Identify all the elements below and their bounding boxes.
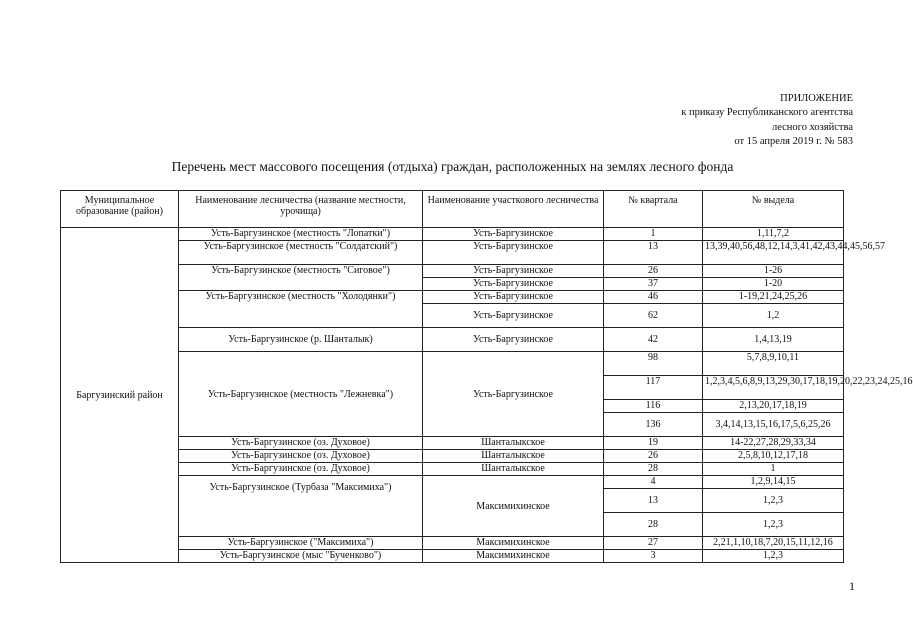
quarter-cell: 26 <box>604 450 703 463</box>
forestry-cell: Усть-Баргузинское (оз. Духовое) <box>179 463 423 476</box>
table-row <box>61 450 844 463</box>
subforestry-cell: Максимихинское <box>423 476 604 537</box>
forestry-cell: Усть-Баргузинское (местность "Солдатский") <box>179 241 423 265</box>
subforestry-cell: Шанталыкское <box>423 437 604 450</box>
plot-cell: 13,39,40,56,48,12,14,3,41,42,43,44,45,56,57 <box>703 241 844 265</box>
forestry-cell: Усть-Баргузинское (местность "Сиговое") <box>179 265 423 291</box>
subforestry-cell: Усть-Баргузинское <box>423 278 604 291</box>
order-date-line: от 15 апреля 2019 г. № 583 <box>734 136 853 148</box>
table-row <box>61 463 844 476</box>
subforestry-cell: Усть-Баргузинское <box>423 352 604 437</box>
table-header-row <box>61 191 844 228</box>
plot-cell: 1,11,7,2 <box>703 228 844 241</box>
quarter-cell: 98 <box>604 352 703 376</box>
quarter-cell: 13 <box>604 489 703 513</box>
sites-table <box>60 190 913 563</box>
order-ref-line: к приказу Республиканского агентства <box>681 107 853 119</box>
table-row <box>61 265 844 278</box>
forestry-cell: Усть-Баргузинское (Турбаза "Максимиха") <box>179 476 423 537</box>
plot-cell: 2,13,20,17,18,19 <box>703 400 844 413</box>
plot-cell: 1,2,3 <box>703 513 844 537</box>
subforestry-cell: Усть-Баргузинское <box>423 228 604 241</box>
table-row <box>61 228 844 241</box>
plot-cell: 1,2,9,14,15 <box>703 476 844 489</box>
table-row <box>61 291 844 304</box>
plot-cell: 1,2,3 <box>703 489 844 513</box>
forestry-cell: Усть-Баргузинское ("Максимиха") <box>179 537 423 550</box>
page-number: 1 <box>849 579 855 593</box>
forestry-cell: Усть-Баргузинское (оз. Духовое) <box>179 437 423 450</box>
plot-cell: 1 <box>703 463 844 476</box>
subforestry-cell: Усть-Баргузинское <box>423 291 604 304</box>
table-row <box>61 437 844 450</box>
plot-cell: 1-26 <box>703 265 844 278</box>
table-row <box>61 352 844 376</box>
quarter-cell: 3 <box>604 550 703 563</box>
plot-cell: 1,4,13,19 <box>703 328 844 352</box>
col-header-subforestry: Наименование участкового лесничества <box>423 191 604 228</box>
plot-cell: 1,2 <box>703 304 844 328</box>
quarter-cell: 28 <box>604 513 703 537</box>
col-header-plot: № выдела <box>703 191 844 228</box>
table-row <box>61 476 844 489</box>
appendix-label: ПРИЛОЖЕНИЕ <box>780 93 853 104</box>
col-header-quarter: № квартала <box>604 191 703 228</box>
quarter-cell: 46 <box>604 291 703 304</box>
subforestry-cell: Максимихинское <box>423 550 604 563</box>
subforestry-cell: Шанталыкское <box>423 463 604 476</box>
plot-cell: 1-20 <box>703 278 844 291</box>
subforestry-cell: Усть-Баргузинское <box>423 328 604 352</box>
document-title: Перечень мест массового посещения (отдыха) граждан, расположенных на землях лесного фонда <box>171 159 734 174</box>
forestry-cell: Усть-Баргузинское (оз. Духовое) <box>179 450 423 463</box>
subforestry-cell: Максимихинское <box>423 537 604 550</box>
plot-cell: 1-19,21,24,25,26 <box>703 291 844 304</box>
plot-cell: 2,21,1,10,18,7,20,15,11,12,16 <box>703 537 844 550</box>
plot-cell: 3,4,14,13,15,16,17,5,6,25,26 <box>703 413 844 437</box>
district-cell: Баргузинский район <box>61 228 179 563</box>
quarter-cell: 1 <box>604 228 703 241</box>
col-header-district: Муниципальное образование (район) <box>61 191 179 228</box>
quarter-cell: 116 <box>604 400 703 413</box>
quarter-cell: 62 <box>604 304 703 328</box>
table-row <box>61 328 844 352</box>
table-row <box>61 241 844 265</box>
plot-cell: 1,2,3,4,5,6,8,9,13,29,30,17,18,19,20,22,23,24,25,16 <box>703 376 844 400</box>
quarter-cell: 37 <box>604 278 703 291</box>
subforestry-cell: Шанталыкское <box>423 450 604 463</box>
quarter-cell: 27 <box>604 537 703 550</box>
plot-cell: 5,7,8,9,10,11 <box>703 352 844 376</box>
quarter-cell: 136 <box>604 413 703 437</box>
quarter-cell: 4 <box>604 476 703 489</box>
table-row <box>61 550 844 563</box>
forestry-cell: Усть-Баргузинское (местность "Лопатки") <box>179 228 423 241</box>
quarter-cell: 13 <box>604 241 703 265</box>
agency-line: лесного хозяйства <box>771 121 853 133</box>
quarter-cell: 26 <box>604 265 703 278</box>
forestry-cell: Усть-Баргузинское (р. Шанталык) <box>179 328 423 352</box>
order-header <box>681 92 853 150</box>
plot-cell: 2,5,8,10,12,17,18 <box>703 450 844 463</box>
forestry-cell: Усть-Баргузинское (местность "Холодянки") <box>179 291 423 328</box>
forestry-cell: Усть-Баргузинское (мыс "Бученково") <box>179 550 423 563</box>
plot-cell: 14-22,27,28,29,33,34 <box>703 437 844 450</box>
quarter-cell: 19 <box>604 437 703 450</box>
subforestry-cell: Усть-Баргузинское <box>423 304 604 328</box>
quarter-cell: 117 <box>604 376 703 400</box>
forestry-cell: Усть-Баргузинское (местность "Лежневка") <box>179 352 423 437</box>
quarter-cell: 42 <box>604 328 703 352</box>
table-row <box>61 537 844 550</box>
quarter-cell: 28 <box>604 463 703 476</box>
col-header-forestry: Наименование лесничества (название местности, урочища) <box>179 191 423 228</box>
subforestry-cell: Усть-Баргузинское <box>423 241 604 265</box>
plot-cell: 1,2,3 <box>703 550 844 563</box>
subforestry-cell: Усть-Баргузинское <box>423 265 604 278</box>
